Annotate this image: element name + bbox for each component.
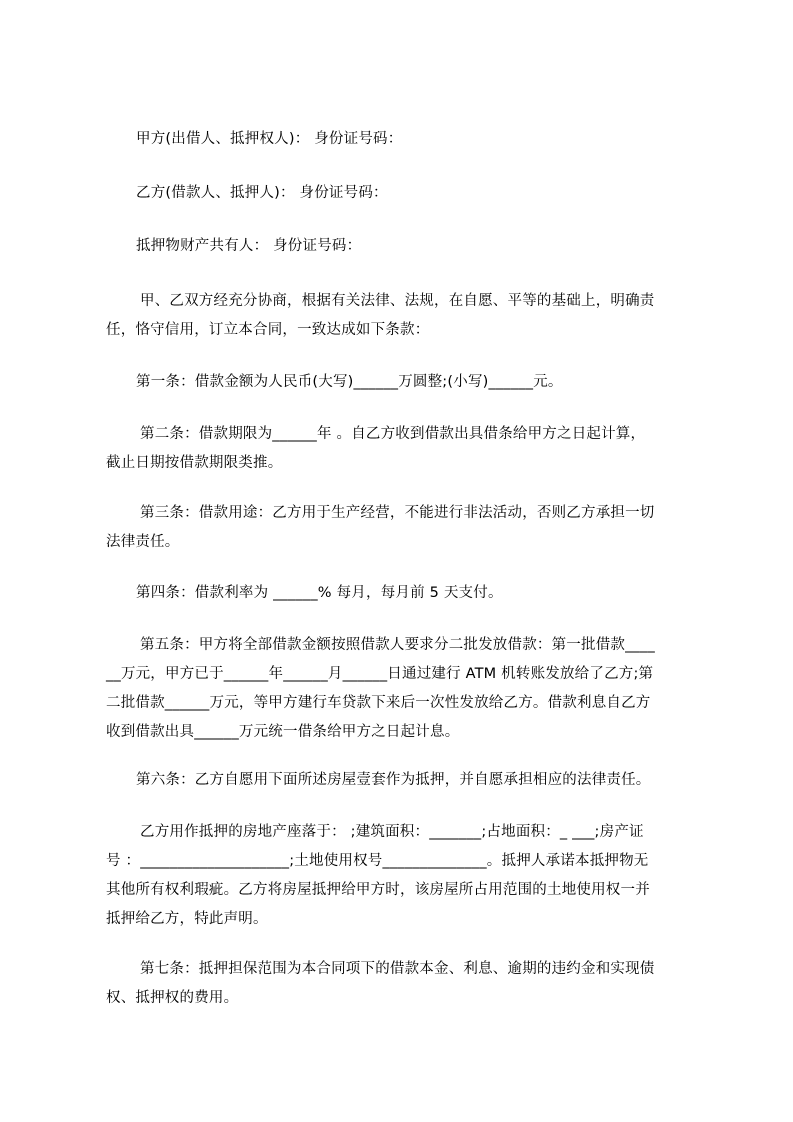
co-owner-line (106, 232, 698, 261)
article-2-line-2: 截止日期按借款期限类推。 (106, 455, 283, 471)
property-line-3: 其他所有权利瑕疵。乙方将房屋抵押给甲方时，该房屋所占用范围的土地使用权一并 (106, 882, 650, 898)
property-line-1: 乙方用作抵押的房地产座落于： ;建筑面积：_______;占地面积：_ ___;房产证 (140, 824, 644, 840)
party-a-text: 甲方(出借人、抵押权人)： 身份证号码： (136, 131, 403, 147)
article-3-paragraph (106, 499, 698, 557)
party-b-line (106, 179, 698, 208)
article-1-paragraph (106, 368, 698, 397)
party-a-line (106, 125, 698, 154)
article-2-line-1: 第二条：借款期限为______年 。自乙方收到借款出具借条给甲方之日起计算， (140, 426, 646, 442)
article-4-line-1: 第四条：借款利率为 ______% 每月，每月前 5 天支付。 (136, 585, 503, 601)
article-7-line-2: 权、抵押权的费用。 (106, 990, 239, 1006)
article-5-line-4: 收到借款出具______万元统一借条给甲方之日起计息。 (106, 724, 460, 740)
article-3-line-1: 第三条：借款用途：乙方用于生产经营，不能进行非法活动，否则乙方承担一切 (140, 505, 655, 521)
article-5-paragraph (106, 631, 698, 747)
article-3-line-2: 法律责任。 (106, 534, 180, 550)
preamble-line-1: 甲、乙双方经充分协商，根据有关法律、法规，在自愿、平等的基础上，明确责 (140, 293, 655, 309)
co-owner-text: 抵押物财产共有人： 身份证号码： (136, 238, 362, 254)
property-line-4: 抵押给乙方，特此声明。 (106, 911, 268, 927)
article-2-paragraph (106, 420, 698, 478)
article-5-line-1: 第五条：甲方将全部借款金额按照借款人要求分二批发放借款：第一批借款____ (140, 637, 655, 653)
article-1-line-1: 第一条：借款金额为人民币(大写)______万圆整;(小写)______元。 (136, 374, 563, 390)
party-b-text: 乙方(借款人、抵押人)： 身份证号码： (136, 185, 388, 201)
article-7-line-1: 第七条：抵押担保范围为本合同项下的借款本金、利息、逾期的违约金和实现债 (140, 961, 655, 977)
preamble-line-2: 任，恪守信用，订立本合同，一致达成如下条款： (106, 322, 430, 338)
article-6-paragraph (106, 766, 698, 795)
preamble-paragraph (106, 287, 698, 345)
article-7-paragraph (106, 955, 698, 1013)
property-line-2: 号 ：____________________;土地使用权号______________。抵押人承诺本抵押物无 (106, 853, 649, 869)
article-5-line-2: __万元，甲方已于______年______月______日通过建行 ATM 机转账发放给了乙方;第 (106, 666, 654, 682)
article-4-paragraph (106, 579, 698, 608)
property-paragraph (106, 818, 698, 934)
article-5-line-3: 二批借款______万元，等甲方建行车贷款下来后一次性发放给乙方。借款利息自乙方 (106, 695, 651, 711)
article-6-line-1: 第六条：乙方自愿用下面所述房屋壹套作为抵押，并自愿承担相应的法律责任。 (136, 772, 651, 788)
